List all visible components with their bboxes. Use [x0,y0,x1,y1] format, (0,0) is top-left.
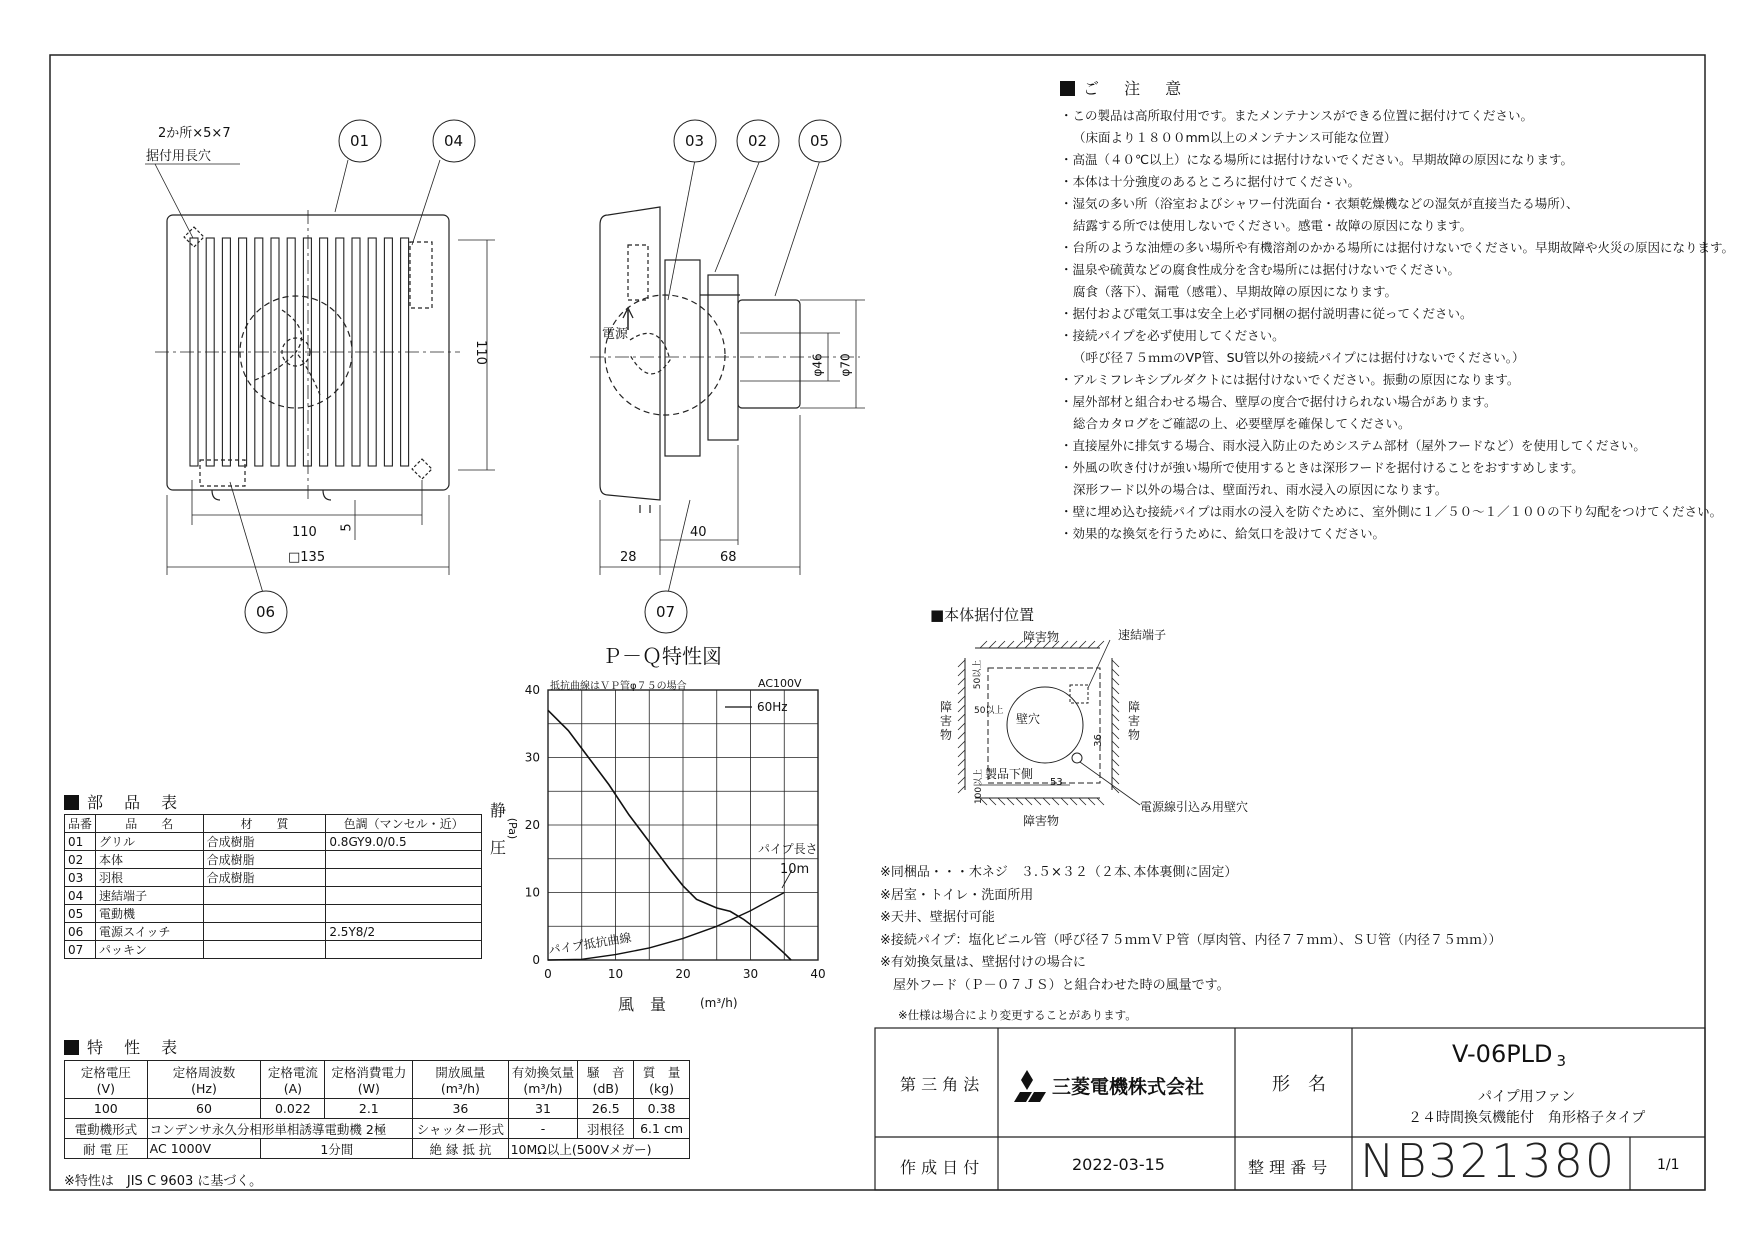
parts-row [65,905,482,923]
caution-note-line: ・壁に埋め込む接続パイプは雨水の浸入を防ぐために、室外側に１／５０～１／１００の下り勾配をつけてください。 [1060,504,1723,519]
insulation-value: 10MΩ以上(500Vメガー) [508,1139,689,1159]
dim-phi46: φ46 [810,353,825,377]
motor-value: コンデンサ永久分相形単相誘導電動機 2極 [147,1119,413,1139]
header-unit: (V) [96,1081,115,1096]
company-name: 三菱電機株式会社 [1052,1076,1205,1098]
product-bottom-label: 製品下側 [985,767,1034,781]
callout-04: 04 [444,132,464,150]
drawing-number: NB321380 [1360,1134,1617,1188]
caution-title: ご 注 意 [1060,76,1700,99]
insulation-label: 絶 縁 抵 抗 [413,1139,508,1159]
characteristic-header [413,1061,508,1099]
dim-135: □135 [288,550,326,565]
pq-y-label-1: 静 [490,801,507,820]
y-tick-label: 30 [524,750,540,765]
shutter-value: - [508,1119,578,1139]
dim-5: 5 [339,523,355,532]
parts-cell: 2.5Y8/2 [326,923,482,941]
projection-method: 第 三 角 法 [900,1075,980,1094]
parts-cell: 合成樹脂 [203,869,326,887]
dim-110-horizontal: 110 [292,525,317,540]
withstand-time: 1分間 [261,1139,413,1159]
parts-row [65,923,482,941]
header-name: 定格消費電力 [331,1065,407,1080]
callout-01: 01 [350,132,370,150]
caution-note-line: ・効果的な換気を行うために、給気口を設けてください。 [1060,526,1386,541]
callout-06: 06 [256,603,276,621]
model-number: V-06PLD 3 [1452,1040,1567,1070]
parts-row [65,887,482,905]
dim-110-vertical: 110 [472,340,488,365]
pq-legend-60hz: 60Hz [757,700,788,714]
caution-note-line: ・アルミフレキシブルダクトには据付けないでください。振動の原因になります。 [1060,372,1520,387]
characteristic-value: 31 [508,1099,578,1119]
parts-cell: 電動機 [96,905,204,923]
caution-note-line: 総合カタログをご確認の上、必要壁厚を確保してください。 [1073,416,1411,431]
pq-resist-label: パイプ抵抗曲線 [547,930,633,958]
page-number: 1/1 [1657,1157,1680,1173]
parts-cell [326,851,482,869]
dim-100: 100以上 [974,768,985,805]
parts-row [65,851,482,869]
caution-note-line: ・外風の吹き付けが強い場所で使用するときは深形フードを据付けることをおすすめします。 [1060,460,1584,475]
caution-note-line: 深形フード以外の場合は、壁面汚れ、雨水浸入の原因になります。 [1073,482,1448,497]
header-name: 騒 音 [586,1065,625,1080]
x-tick-label: 0 [544,967,552,981]
creation-date: 2022-03-15 [1072,1155,1165,1174]
spec-note-line: 屋外フード（Ｐ－０７ＪＳ）と組合わせた時の風量です。 [880,977,1230,993]
pq-x-unit: (m³/h) [700,996,738,1010]
parts-cell: 04 [65,887,96,905]
callout-03: 03 [685,132,705,150]
header-name: 定格電流 [267,1065,318,1080]
y-tick-label: 40 [524,683,540,697]
spec-change-note: ※仕様は場合により変更することがあります。 [898,1008,1137,1022]
caution-note-line: 腐食（落下）、漏電（感電）、早期故障の原因になります。 [1073,284,1398,299]
characteristic-value: 26.5 [578,1099,634,1119]
characteristic-header [325,1061,413,1099]
header-unit: (W) [357,1081,380,1096]
characteristic-header [261,1061,325,1099]
power-label: 電源 [602,327,629,342]
parts-row [65,941,482,959]
parts-cell [203,941,326,959]
header-name: 定格電圧 [80,1065,131,1080]
x-tick-label: 40 [810,967,826,981]
pq-y-label-2: 圧 [490,838,507,857]
dim-50-left: 50以上 [974,706,1004,716]
parts-cell [203,887,326,905]
caution-note-line: （床面より１８００mm以上のメンテナンス可能な位置） [1073,130,1397,145]
parts-cell: グリル [96,833,204,851]
parts-cell: パッキン [96,941,204,959]
y-tick-label: 10 [524,885,540,900]
slot-note-size: 2か所×5×7 [158,126,231,141]
caution-note-line: ・湿気の多い所（浴室およびシャワー付洗面台・衣類乾燥機などの湿気が直接当たる場所）、 [1060,196,1579,211]
parts-cell [326,905,482,923]
terminal-label: 速結端子 [1118,628,1167,642]
pq-pipe-length: 10m [780,862,810,877]
parts-cell: 電源スイッチ [96,923,204,941]
parts-cell: 羽根 [96,869,204,887]
caution-note-line: ・直接屋外に排気する場合、雨水浸入防止のためシステム部材（屋外フードなど）を使用してください。 [1060,438,1646,453]
obstacle-right: 障害物 [1128,700,1141,742]
caution-note-line: ・本体は十分強度のあるところに据付けてください。 [1060,174,1361,189]
characteristic-value: 100 [65,1099,148,1119]
dim-50-top: 50以上 [973,659,984,690]
parts-row [65,833,482,851]
characteristic-header [65,1061,148,1099]
parts-header: 色調（マンセル・近） [326,815,482,833]
parts-cell [326,869,482,887]
cable-hole-label: 電源線引込み用壁穴 [1140,800,1249,814]
spec-note-line: ※同梱品・・・木ネジ ３.５×３２（２本､本体裏側に固定） [880,865,1238,880]
characteristic-value: 2.1 [325,1099,413,1119]
characteristic-value: 60 [147,1099,261,1119]
model-label: 形 名 [1272,1074,1326,1095]
spec-note-line: ※天井、壁据付可能 [880,910,995,925]
parts-cell [203,905,326,923]
characteristics-footnote: ※特性は JIS C 9603 に基づく。 [64,1174,263,1189]
series-60hz [548,710,791,960]
blade-label: 羽根径 [578,1119,634,1139]
header-name: 質 量 [642,1065,681,1080]
product-line-2: ２４時間換気機能付 角形格子タイプ [1408,1110,1646,1126]
characteristics-title: 特 性 表 [64,1035,185,1058]
install-title: ■本体据付位置 [930,606,1035,624]
company-logo-icon [1014,1070,1046,1102]
x-tick-label: 10 [607,967,624,981]
pq-x-label: 風 量 [618,995,667,1014]
pq-power: AC100V [758,677,802,690]
parts-cell: 05 [65,905,96,923]
obstacle-top: 障害物 [1023,630,1060,644]
parts-title: 部 品 表 [64,790,185,813]
y-tick-label: 20 [524,818,540,832]
characteristic-value: 36 [413,1099,508,1119]
caution-note-line: ・高温（４０℃以上）になる場所には据付けないでください。早期故障の原因になります。 [1060,152,1574,167]
header-unit: (m³/h) [440,1081,480,1096]
callout-07: 07 [656,603,676,621]
spec-note-line: ※居室・トイレ・洗面所用 [880,887,1034,903]
obstacle-bottom: 障害物 [1023,814,1060,828]
withstand-value: AC 1000V [147,1139,261,1159]
pq-note: 抵抗曲線はＶＰ管φ７５の場合 [550,681,687,692]
pq-chart [525,683,826,981]
parts-cell: 07 [65,941,96,959]
dim-53: 53 [1050,777,1063,788]
characteristic-value: 0.022 [261,1099,325,1119]
obstacle-left: 障害物 [940,700,953,742]
spec-notes [880,862,1600,997]
callout-05: 05 [810,132,830,150]
caution-note-line: ・接続パイプを必ず使用してください。 [1060,328,1285,343]
wall-hole-label: 壁穴 [1016,712,1041,726]
callout-02: 02 [748,132,768,150]
parts-cell: 本体 [96,851,204,869]
characteristic-header [147,1061,261,1099]
parts-cell: 03 [65,869,96,887]
caution-note-line: 結露する所では使用しないでください。感電・故障の原因になります。 [1073,218,1473,233]
blade-value: 6.1 cm [634,1119,690,1139]
slot-note-label: 据付用長穴 [146,149,212,164]
characteristic-header [508,1061,578,1099]
parts-cell: 01 [65,833,96,851]
header-unit: (kg) [649,1081,675,1096]
parts-header: 品 名 [96,815,204,833]
header-name: 定格周波数 [172,1065,236,1080]
parts-cell: 合成樹脂 [203,833,326,851]
pq-y-unit: (Pa) [506,817,520,840]
parts-cell: 06 [65,923,96,941]
withstand-label: 耐 電 圧 [65,1139,148,1159]
header-name: 開放風量 [435,1065,486,1080]
caution-note-line: ・温泉や硫黄などの腐食性成分を含む場所には据付けないでください。 [1060,262,1461,277]
parts-cell [326,941,482,959]
header-unit: (Hz) [191,1081,217,1096]
parts-cell: 02 [65,851,96,869]
number-label: 整 理 番 号 [1248,1158,1328,1177]
header-unit: (m³/h) [523,1081,563,1096]
caution-note-line: ・屋外部材と組合わせる場合、壁厚の度合で据付けられない場合があります。 [1060,394,1497,409]
characteristic-header [634,1061,690,1099]
spec-note-line: ※有効換気量は、壁据付けの場合に [880,955,1086,970]
dim-phi70: φ70 [838,353,853,377]
x-tick-label: 30 [742,967,759,981]
x-tick-label: 20 [675,967,691,981]
characteristics-table [64,1060,690,1159]
dim-28: 28 [620,550,637,565]
parts-cell [203,923,326,941]
characteristic-header [578,1061,634,1099]
parts-cell [326,887,482,905]
parts-header: 品番 [65,815,96,833]
front-view [145,160,495,593]
header-unit: (dB) [592,1081,619,1096]
caution-notes [1060,76,1735,545]
caution-note-line: ・台所のような油煙の多い場所や有機溶剤のかかる場所には据付けないでください。早期故障や火災の原因になります。 [1060,240,1735,255]
product-line-1: パイプ用ファン [1478,1089,1576,1105]
caution-note-line: （呼び径７５ｍｍのVP管、SU管以外の接続パイプには据付けないでください。） [1073,350,1525,365]
parts-header: 材 質 [203,815,326,833]
dim-68: 68 [720,550,737,565]
parts-cell: 合成樹脂 [203,851,326,869]
caution-note-line: ・この製品は高所取付用です。またメンテナンスができる位置に据付けてください。 [1060,108,1534,123]
parts-table [64,814,482,959]
shutter-label: シャッター形式 [413,1119,508,1139]
motor-label: 電動機形式 [65,1119,148,1139]
header-name: 有効換気量 [511,1065,575,1080]
parts-cell: 速結端子 [96,887,204,905]
characteristic-value: 0.38 [634,1099,690,1119]
parts-row [65,869,482,887]
pq-title: Ｐ－Ｑ特性図 [602,644,722,668]
dim-40: 40 [690,525,707,540]
dim-36: 36 [1092,734,1104,747]
parts-cell: 0.8GY9.0/0.5 [326,833,482,851]
caution-note-line: ・据付および電気工事は安全上必ず同梱の据付説明書に従ってください。 [1060,306,1473,321]
pq-pipe-length-label: パイプ長さ [758,842,818,856]
header-unit: (A) [283,1081,303,1096]
spec-note-line: ※接続パイプ：塩化ビニル管（呼び径７５ｍｍＶＰ管（厚肉管、内径７７ｍｍ）、ＳＵ管（内径７５ｍｍ）） [880,932,1502,948]
date-label: 作 成 日 付 [900,1158,980,1177]
y-tick-label: 0 [532,953,540,967]
